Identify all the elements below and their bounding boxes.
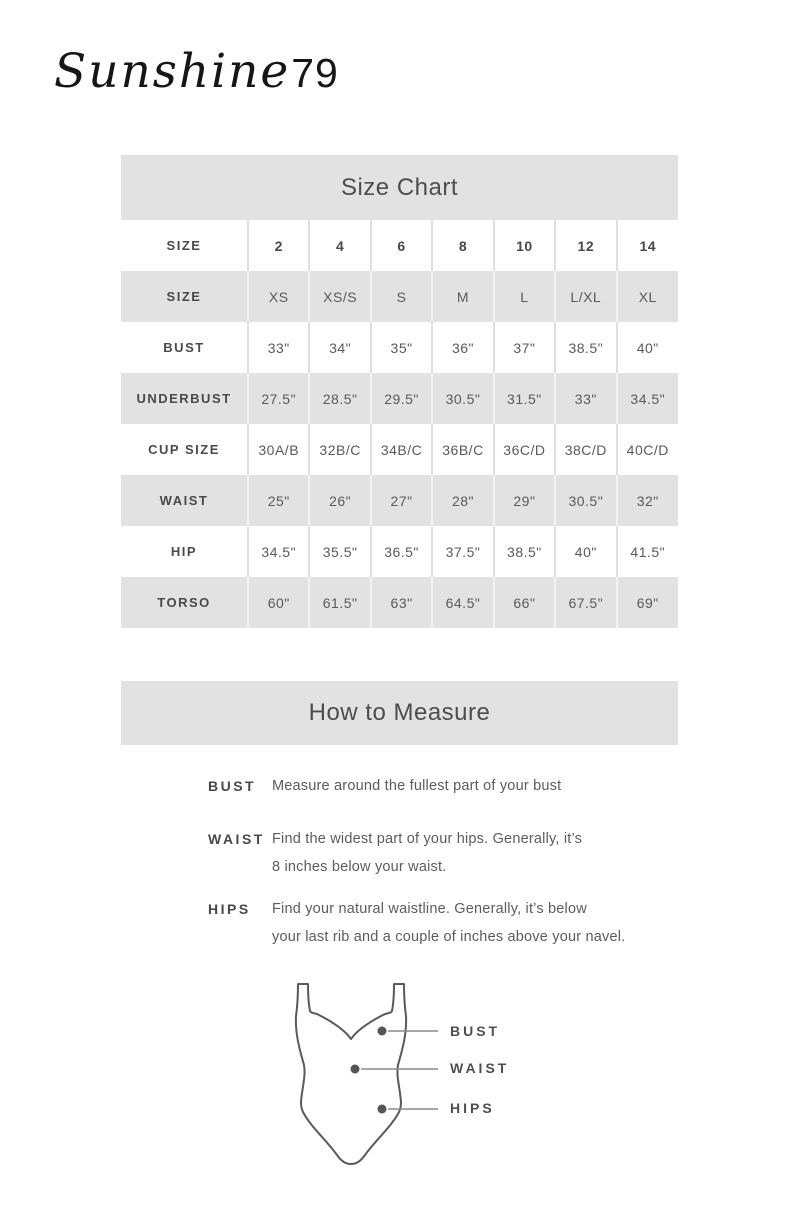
brand-logo-script: Sunshine	[54, 44, 291, 99]
diagram-label-bust: BUST	[450, 1023, 501, 1039]
waist-dot-icon	[351, 1065, 360, 1074]
measure-text-waist	[272, 825, 582, 881]
measure-item-waist	[208, 825, 628, 881]
table-cell: 40"	[555, 526, 616, 577]
table-cell: 38.5"	[555, 322, 616, 373]
table-cell: 61.5"	[309, 577, 370, 628]
table-cell: M	[432, 271, 493, 322]
bust-dot-icon	[378, 1027, 387, 1036]
table-cell: 28"	[432, 475, 493, 526]
table-cell: 27.5"	[248, 373, 309, 424]
table-cell: 41.5"	[617, 526, 678, 577]
table-cell: 30.5"	[432, 373, 493, 424]
table-cell: 2	[248, 220, 309, 271]
table-cell: 30.5"	[555, 475, 616, 526]
table-cell: 26"	[309, 475, 370, 526]
table-cell: 29"	[494, 475, 555, 526]
table-row-size-numeric	[121, 220, 678, 271]
table-row-hip	[121, 526, 678, 577]
table-cell: 14	[617, 220, 678, 271]
table-cell: 33"	[248, 322, 309, 373]
table-cell: 32B/C	[309, 424, 370, 475]
brand-logo-number: 79	[291, 50, 339, 96]
measure-text-line: your last rib and a couple of inches above your navel.	[272, 929, 626, 945]
table-cell: 12	[555, 220, 616, 271]
table-cell: 35"	[371, 322, 432, 373]
table-cell: 32"	[617, 475, 678, 526]
brand-logo	[54, 44, 339, 99]
table-cell: 27"	[371, 475, 432, 526]
table-cell: 36.5"	[371, 526, 432, 577]
table-cell: S	[371, 271, 432, 322]
table-cell: XL	[617, 271, 678, 322]
how-to-measure-title: How to Measure	[308, 699, 491, 726]
table-cell: 6	[371, 220, 432, 271]
swimsuit-outline-icon	[296, 984, 406, 1164]
table-cell: 37.5"	[432, 526, 493, 577]
table-row-size-alpha	[121, 271, 678, 322]
size-chart-title: Size Chart	[340, 173, 459, 201]
row-label: UNDERBUST	[136, 391, 232, 406]
measure-text-hips	[272, 895, 625, 951]
measure-text-line: Find your natural waistline. Generally, it’s below	[272, 901, 587, 917]
table-cell: 28.5"	[309, 373, 370, 424]
measure-text-line: Find the widest part of your hips. Generally, it’s	[272, 831, 583, 847]
table-cell: 25"	[248, 475, 309, 526]
table-cell: 10	[494, 220, 555, 271]
table-cell: 29.5"	[371, 373, 432, 424]
table-cell: 38.5"	[494, 526, 555, 577]
table-cell: 66"	[494, 577, 555, 628]
table-cell: 36C/D	[494, 424, 555, 475]
measure-text-line: 8 inches below your waist.	[272, 859, 447, 875]
row-label: WAIST	[159, 493, 209, 508]
table-cell: 38C/D	[555, 424, 616, 475]
hips-dot-icon	[378, 1105, 387, 1114]
table-row-torso	[121, 577, 678, 628]
table-cell: 69"	[617, 577, 678, 628]
table-cell: 60"	[248, 577, 309, 628]
table-cell: 40"	[617, 322, 678, 373]
table-cell: 31.5"	[494, 373, 555, 424]
table-cell: 8	[432, 220, 493, 271]
table-cell: 30A/B	[248, 424, 309, 475]
row-label: SIZE	[166, 238, 202, 253]
size-chart-table	[121, 220, 678, 628]
table-cell: 67.5"	[555, 577, 616, 628]
table-cell: 34B/C	[371, 424, 432, 475]
measure-label-bust: BUST	[208, 778, 257, 794]
table-cell: 34"	[309, 322, 370, 373]
table-cell: 36B/C	[432, 424, 493, 475]
diagram-label-hips: HIPS	[450, 1100, 495, 1116]
swimsuit-diagram	[280, 976, 445, 1176]
table-row-cup-size	[121, 424, 678, 475]
table-cell: 33"	[555, 373, 616, 424]
how-to-measure-header	[121, 681, 678, 745]
table-cell: XS	[248, 271, 309, 322]
table-row-bust	[121, 322, 678, 373]
diagram-label-waist: WAIST	[450, 1060, 510, 1076]
table-row-underbust	[121, 373, 678, 424]
table-cell: XS/S	[309, 271, 370, 322]
table-cell: 40C/D	[617, 424, 678, 475]
row-label: BUST	[163, 340, 205, 355]
measure-label-waist: WAIST	[208, 831, 265, 847]
table-cell: 4	[309, 220, 370, 271]
table-cell: 36"	[432, 322, 493, 373]
table-cell: 35.5"	[309, 526, 370, 577]
table-cell: 34.5"	[248, 526, 309, 577]
table-cell: 64.5"	[432, 577, 493, 628]
table-cell: 34.5"	[617, 373, 678, 424]
measure-text-line: Measure around the fullest part of your bust	[272, 778, 562, 794]
measure-label-hips: HIPS	[208, 901, 251, 917]
row-label: CUP SIZE	[148, 442, 220, 457]
size-chart-header	[121, 155, 678, 220]
measure-text-bust	[272, 772, 561, 800]
measure-item-hips	[208, 895, 628, 951]
table-cell: L	[494, 271, 555, 322]
table-cell: 37"	[494, 322, 555, 373]
table-cell: L/XL	[555, 271, 616, 322]
row-label: HIP	[170, 544, 198, 559]
table-cell: 63"	[371, 577, 432, 628]
table-row-waist	[121, 475, 678, 526]
row-label: SIZE	[166, 289, 202, 304]
row-label: TORSO	[157, 595, 211, 610]
measure-item-bust	[208, 772, 628, 800]
